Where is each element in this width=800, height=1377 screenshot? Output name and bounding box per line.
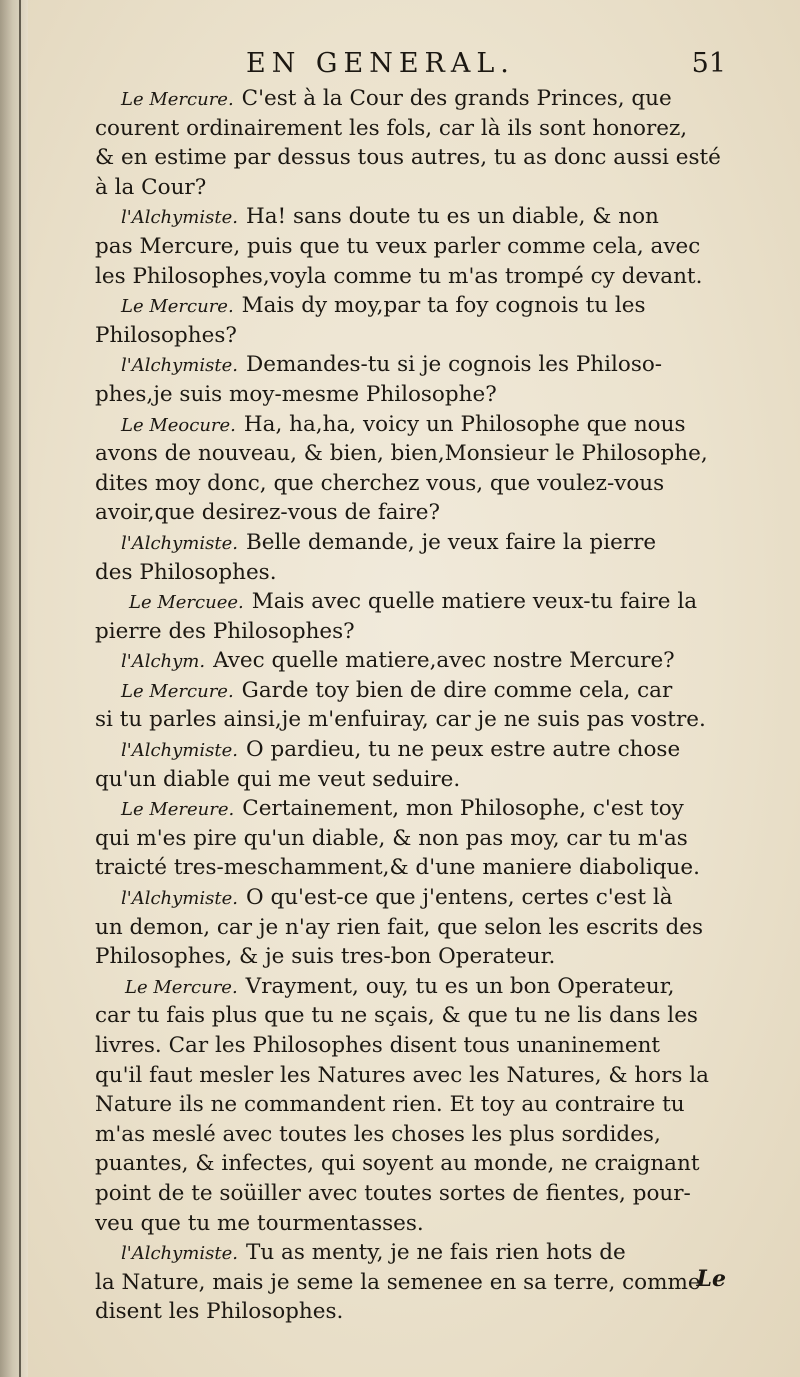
text-line: traicté tres-meschamment,& d'une maniere diabolique. bbox=[95, 855, 700, 881]
line-text: Belle demande, je veux faire la pierre bbox=[245, 529, 657, 555]
speaker-label: l'Alchym. bbox=[121, 651, 206, 673]
text-line: disent les Philosophes. bbox=[95, 1299, 344, 1325]
text-line bbox=[95, 794, 727, 824]
text-line: dites moy donc, que cherchez vous, que voulez-vous bbox=[95, 470, 665, 496]
line-text: O pardieu, tu ne peux estre autre chose bbox=[245, 737, 681, 763]
line-text: Ha, ha,ha, voicy un Philosophe que nous bbox=[243, 411, 686, 437]
text-line: phes,je suis moy-mesme Philosophe? bbox=[95, 381, 497, 407]
speaker-label: Le Mereure. bbox=[121, 799, 235, 821]
line-text: Mais avec quelle matiere veux-tu faire la bbox=[251, 589, 698, 615]
line-text: Garde toy bien de dire comme cela, car bbox=[241, 677, 673, 703]
speaker-label: Le Mercure. bbox=[125, 976, 238, 998]
text-line: veu que tu me tourmentasses. bbox=[95, 1210, 424, 1236]
text-line: la Nature, mais je seme la semenee en sa terre, comme bbox=[95, 1269, 701, 1295]
page-header bbox=[96, 44, 726, 84]
line-text: Ha! sans doute tu es un diable, & non bbox=[245, 204, 659, 230]
text-line bbox=[95, 202, 727, 232]
book-gutter bbox=[0, 0, 28, 1377]
text-line bbox=[95, 676, 727, 706]
speaker-label: Le Mercure. bbox=[121, 680, 234, 702]
speaker-label: l'Alchymiste. bbox=[121, 207, 238, 229]
speaker-label: Le Mercure. bbox=[121, 296, 234, 318]
speaker-label: Le Meocure. bbox=[121, 414, 236, 436]
text-line bbox=[95, 735, 727, 765]
speaker-label: Le Mercuee. bbox=[129, 592, 244, 614]
speaker-label: l'Alchymiste. bbox=[121, 888, 238, 910]
text-line: car tu fais plus que tu ne sçais, & que tu ne lis dans les bbox=[95, 1003, 698, 1029]
speaker-label: l'Alchymiste. bbox=[121, 740, 238, 762]
text-line bbox=[95, 587, 727, 617]
line-text: Vrayment, ouy, tu es un bon Operateur, bbox=[245, 973, 675, 999]
speaker-label: Le Mercure. bbox=[121, 89, 234, 110]
line-text: Demandes-tu si je cognois les Philoso- bbox=[245, 352, 663, 378]
text-line: à la Cour? bbox=[95, 174, 207, 200]
text-line bbox=[95, 350, 727, 380]
gutter-edge bbox=[19, 0, 21, 1377]
text-line: un demon, car je n'ay rien fait, que selon les escrits des bbox=[95, 914, 704, 940]
line-text: C'est à la Cour des grands Princes, que bbox=[241, 86, 672, 111]
text-line: Philosophes, & je suis tres-bon Operateur. bbox=[95, 944, 556, 970]
page-number: 51 bbox=[691, 48, 726, 79]
text-line: qu'un diable qui me veut seduire. bbox=[95, 766, 461, 792]
text-line bbox=[95, 1238, 727, 1268]
text-line: Nature ils ne commandent rien. Et toy au contraire tu bbox=[95, 1092, 685, 1118]
text-line bbox=[95, 528, 727, 558]
text-line: m'as meslé avec toutes les choses les plus sordides, bbox=[95, 1121, 661, 1147]
text-line: & en estime par dessus tous autres, tu as donc aussi esté bbox=[95, 145, 721, 171]
body-text bbox=[95, 84, 727, 1327]
text-line: livres. Car les Philosophes disent tous unaninement bbox=[95, 1033, 661, 1058]
text-line bbox=[95, 84, 727, 114]
text-line: pierre des Philosophes? bbox=[95, 618, 355, 644]
line-text: Tu as menty, je ne fais rien hots de bbox=[245, 1240, 626, 1266]
text-line: les Philosophes,voyla comme tu m'as trompé cy devant. bbox=[95, 263, 703, 289]
text-line: point de te soüiller avec toutes sortes de fientes, pour- bbox=[95, 1180, 691, 1206]
text-line: courent ordinairement les fols, car là ils sont honorez, bbox=[95, 115, 688, 141]
text-line bbox=[95, 972, 727, 1002]
text-line: avoir,que desirez-vous de faire? bbox=[95, 500, 440, 526]
speaker-label: l'Alchymiste. bbox=[121, 1243, 238, 1265]
text-line: pas Mercure, puis que tu veux parler comme cela, avec bbox=[95, 233, 701, 259]
text-line bbox=[95, 646, 727, 676]
speaker-label: l'Alchymiste. bbox=[121, 532, 238, 554]
line-text: Certainement, mon Philosophe, c'est toy bbox=[242, 796, 684, 822]
catchword: Le bbox=[696, 1266, 726, 1292]
text-line: Philosophes? bbox=[95, 322, 237, 348]
text-line: qui m'es pire qu'un diable, & non pas moy, car tu m'as bbox=[95, 825, 688, 851]
text-line: si tu parles ainsi,je m'enfuiray, car je ne suis pas vostre. bbox=[95, 707, 706, 733]
text-line: avons de nouveau, & bien, bien,Monsieur le Philosophe, bbox=[95, 441, 708, 467]
text-line bbox=[95, 883, 727, 913]
text-line bbox=[95, 410, 727, 440]
speaker-label: l'Alchymiste. bbox=[121, 355, 238, 377]
line-text: Mais dy moy,par ta foy cognois tu les bbox=[241, 293, 646, 319]
text-line: puantes, & infectes, qui soyent au monde, ne craignant bbox=[95, 1151, 700, 1177]
line-text: O qu'est-ce que j'entens, certes c'est là bbox=[245, 885, 673, 911]
text-line bbox=[95, 291, 727, 321]
text-line: qu'il faut mesler les Natures avec les Natures, & hors la bbox=[95, 1062, 709, 1088]
running-head: EN GENERAL. bbox=[246, 48, 515, 79]
text-line: des Philosophes. bbox=[95, 559, 277, 585]
line-text: Avec quelle matiere,avec nostre Mercure? bbox=[213, 648, 675, 674]
